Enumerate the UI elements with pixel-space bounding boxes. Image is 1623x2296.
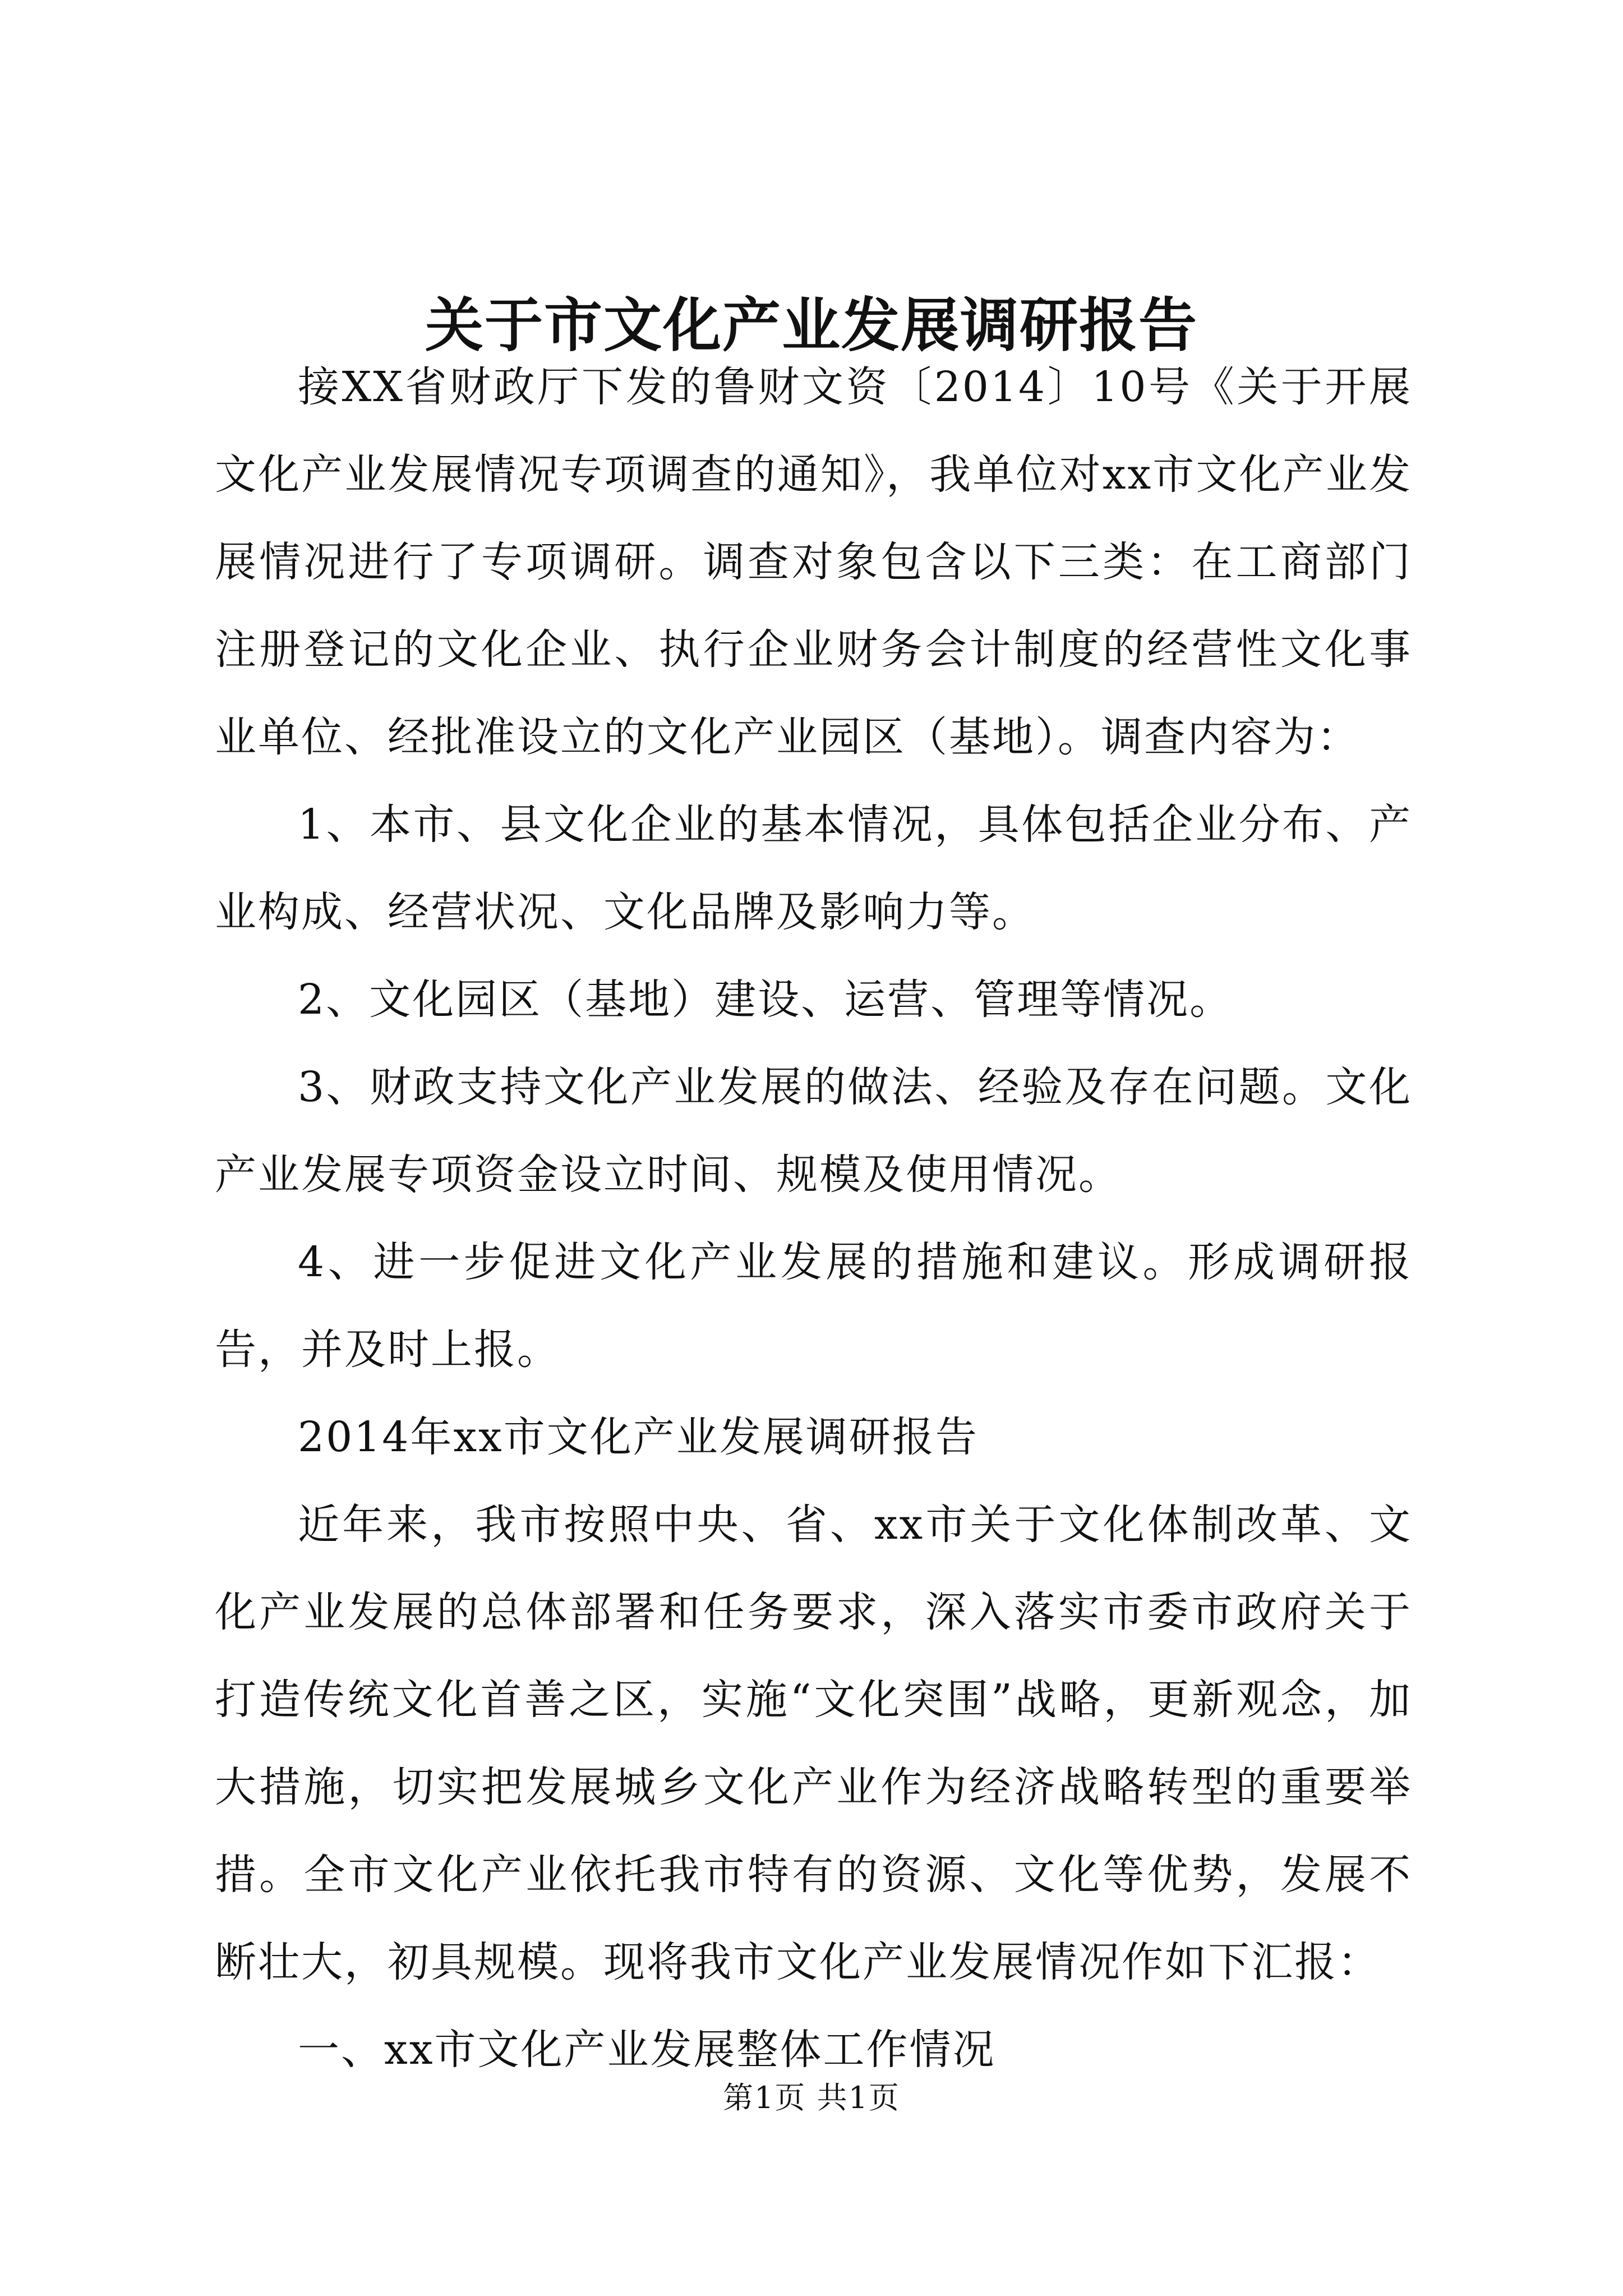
paragraph-report-heading: 2014年xx市文化产业发展调研报告 [298, 1413, 979, 1461]
paragraph-item-3: 3、财政支持文化产业发展的做法、经验及存在问题。文化产业发展专项资金设立时间、规模及使用情况。 [215, 1063, 1412, 1199]
document-title: 关于市文化产业发展调研报告 [425, 291, 1198, 360]
document-body [215, 343, 1412, 2093]
paragraph-intro: 接XX省财政厅下发的鲁财文资〔2014〕10号《关于开展文化产业发展情况专项调查的通知》，我单位对xx市文化产业发展情况进行了专项调研。调查对象包含以下三类：在工商部门注册登记的文化企业、执行企业财务会计制度的经营性文化事业单位、经批准设立的文化产业园区（基地）。调查内容为： [215, 363, 1412, 761]
paragraph-item-2: 2、文化园区（基地）建设、运营、管理等情况。 [298, 976, 1233, 1024]
page-footer: 第1页 共1页 [723, 2080, 900, 2115]
paragraph-item-4: 4、进一步促进文化产业发展的措施和建议。形成调研报告，并及时上报。 [215, 1238, 1412, 1374]
paragraph-overview: 近年来，我市按照中央、省、xx市关于文化体制改革、文化产业发展的总体部署和任务要求，深入落实市委市政府关于打造传统文化首善之区，实施“文化突围”战略，更新观念，加大措施，切实把发展城乡文化产业作为经济战略转型的重要举措。全市文化产业依托我市特有的资源、文化等优势，发展不断壮大，初具规模。现将我市文化产业发展情况作如下汇报： [215, 1501, 1412, 1986]
paragraph-item-1: 1、本市、县文化企业的基本情况，具体包括企业分布、产业构成、经营状况、文化品牌及影响力等。 [215, 800, 1412, 936]
section-heading-1: 一、xx市文化产业发展整体工作情况 [298, 2026, 996, 2074]
